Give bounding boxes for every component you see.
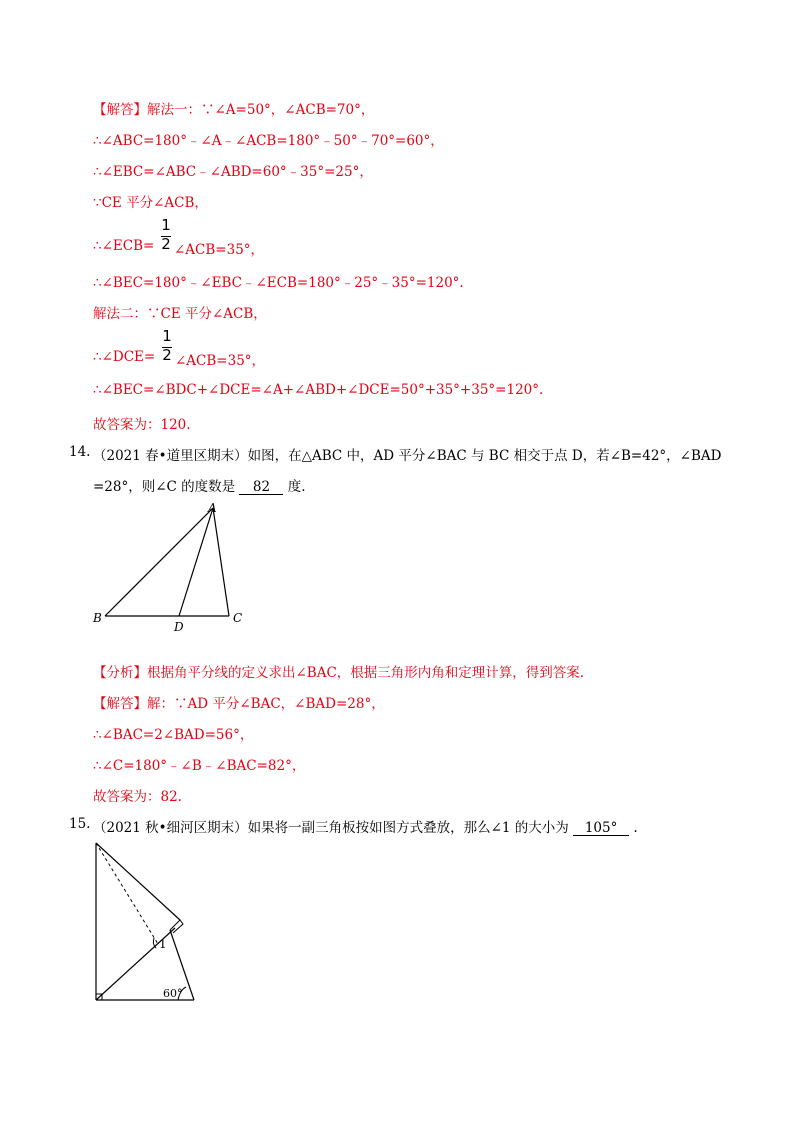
problem-text-part: . [633, 820, 638, 836]
set-squares-figure [92, 840, 202, 1010]
solution-line: ∴∠ECB= [93, 238, 155, 254]
vertex-label-b: B [93, 611, 102, 625]
angle-1-label: 1 [159, 937, 167, 951]
problem-text: （2021 春•道里区期末）如图，在△ABC 中，AD 平分∠BAC 与 BC 相交于点 D，若∠B=42°，∠BAD [93, 448, 722, 464]
problem-text-part: 度. [287, 479, 306, 495]
vertex-label-c: C [233, 611, 243, 625]
solution-line: ∵CE 平分∠ACB， [93, 195, 208, 211]
solution-line: 【解答】解法一：∵∠A=50°，∠ACB=70°， [93, 102, 375, 118]
dashed-line [96, 843, 158, 944]
solution-line: 【解答】解：∵AD 平分∠BAC，∠BAD=28°， [93, 696, 385, 712]
answer-blank: 105° [573, 821, 629, 836]
problem-text-part: =28°，则∠C 的度数是 [93, 479, 236, 495]
point-label-d: D [174, 620, 184, 634]
solution-line: 故答案为：82. [93, 789, 182, 805]
problem-number: 15. [69, 816, 91, 832]
analysis-line: 【分析】根据角平分线的定义求出∠BAC，根据三角形内角和定理计算，得到答案. [93, 665, 585, 681]
solution-line: ∴∠BAC=2∠BAD=56°， [93, 727, 254, 743]
fraction-numerator: 1 [162, 327, 172, 345]
fraction-denominator: 2 [162, 346, 172, 364]
problem-text [93, 475, 306, 495]
solution-line: 故答案为：120. [93, 417, 191, 433]
angle-1-arc [153, 938, 156, 948]
fraction-numerator: 1 [161, 216, 171, 234]
solution-line: ∠ACB=35°， [175, 353, 266, 369]
problem-number: 14. [69, 444, 91, 460]
solution-line: ∴∠ABC=180°﹣∠A﹣∠ACB=180°﹣50°﹣70°=60°， [93, 133, 444, 149]
side-ac [213, 508, 229, 616]
solution-line: ∴∠EBC=∠ABC﹣∠ABD=60°﹣35°=25°， [93, 164, 373, 180]
solution-line: 解法二：∵CE 平分∠ACB， [93, 306, 267, 322]
solution-line: ∴∠C=180°﹣∠B﹣∠BAC=82°， [93, 758, 306, 774]
vertex-label-a: A [208, 501, 217, 515]
problem-text [93, 816, 638, 836]
side-ab [105, 508, 213, 616]
solution-line: ∴∠BEC=180°﹣∠EBC﹣∠ECB=180°﹣25°﹣35°=120°. [93, 275, 464, 291]
solution-line: ∴∠DCE= [93, 349, 156, 365]
solution-line: ∠ACB=35°， [174, 242, 265, 258]
angle-60-label: 60° [163, 987, 183, 1000]
triangle-abc-figure [92, 500, 252, 634]
answer-blank: 82 [239, 480, 283, 495]
solution-line: ∴∠BEC=∠BDC+∠DCE=∠A+∠ABD+∠DCE=50°+35°+35°=120°. [93, 382, 544, 398]
problem-text-part: （2021 秋•细河区期末）如果将一副三角板按如图方式叠放，那么∠1 的大小为 [93, 820, 569, 836]
triangle-edge-upper [96, 843, 180, 920]
fraction-denominator: 2 [161, 235, 171, 253]
